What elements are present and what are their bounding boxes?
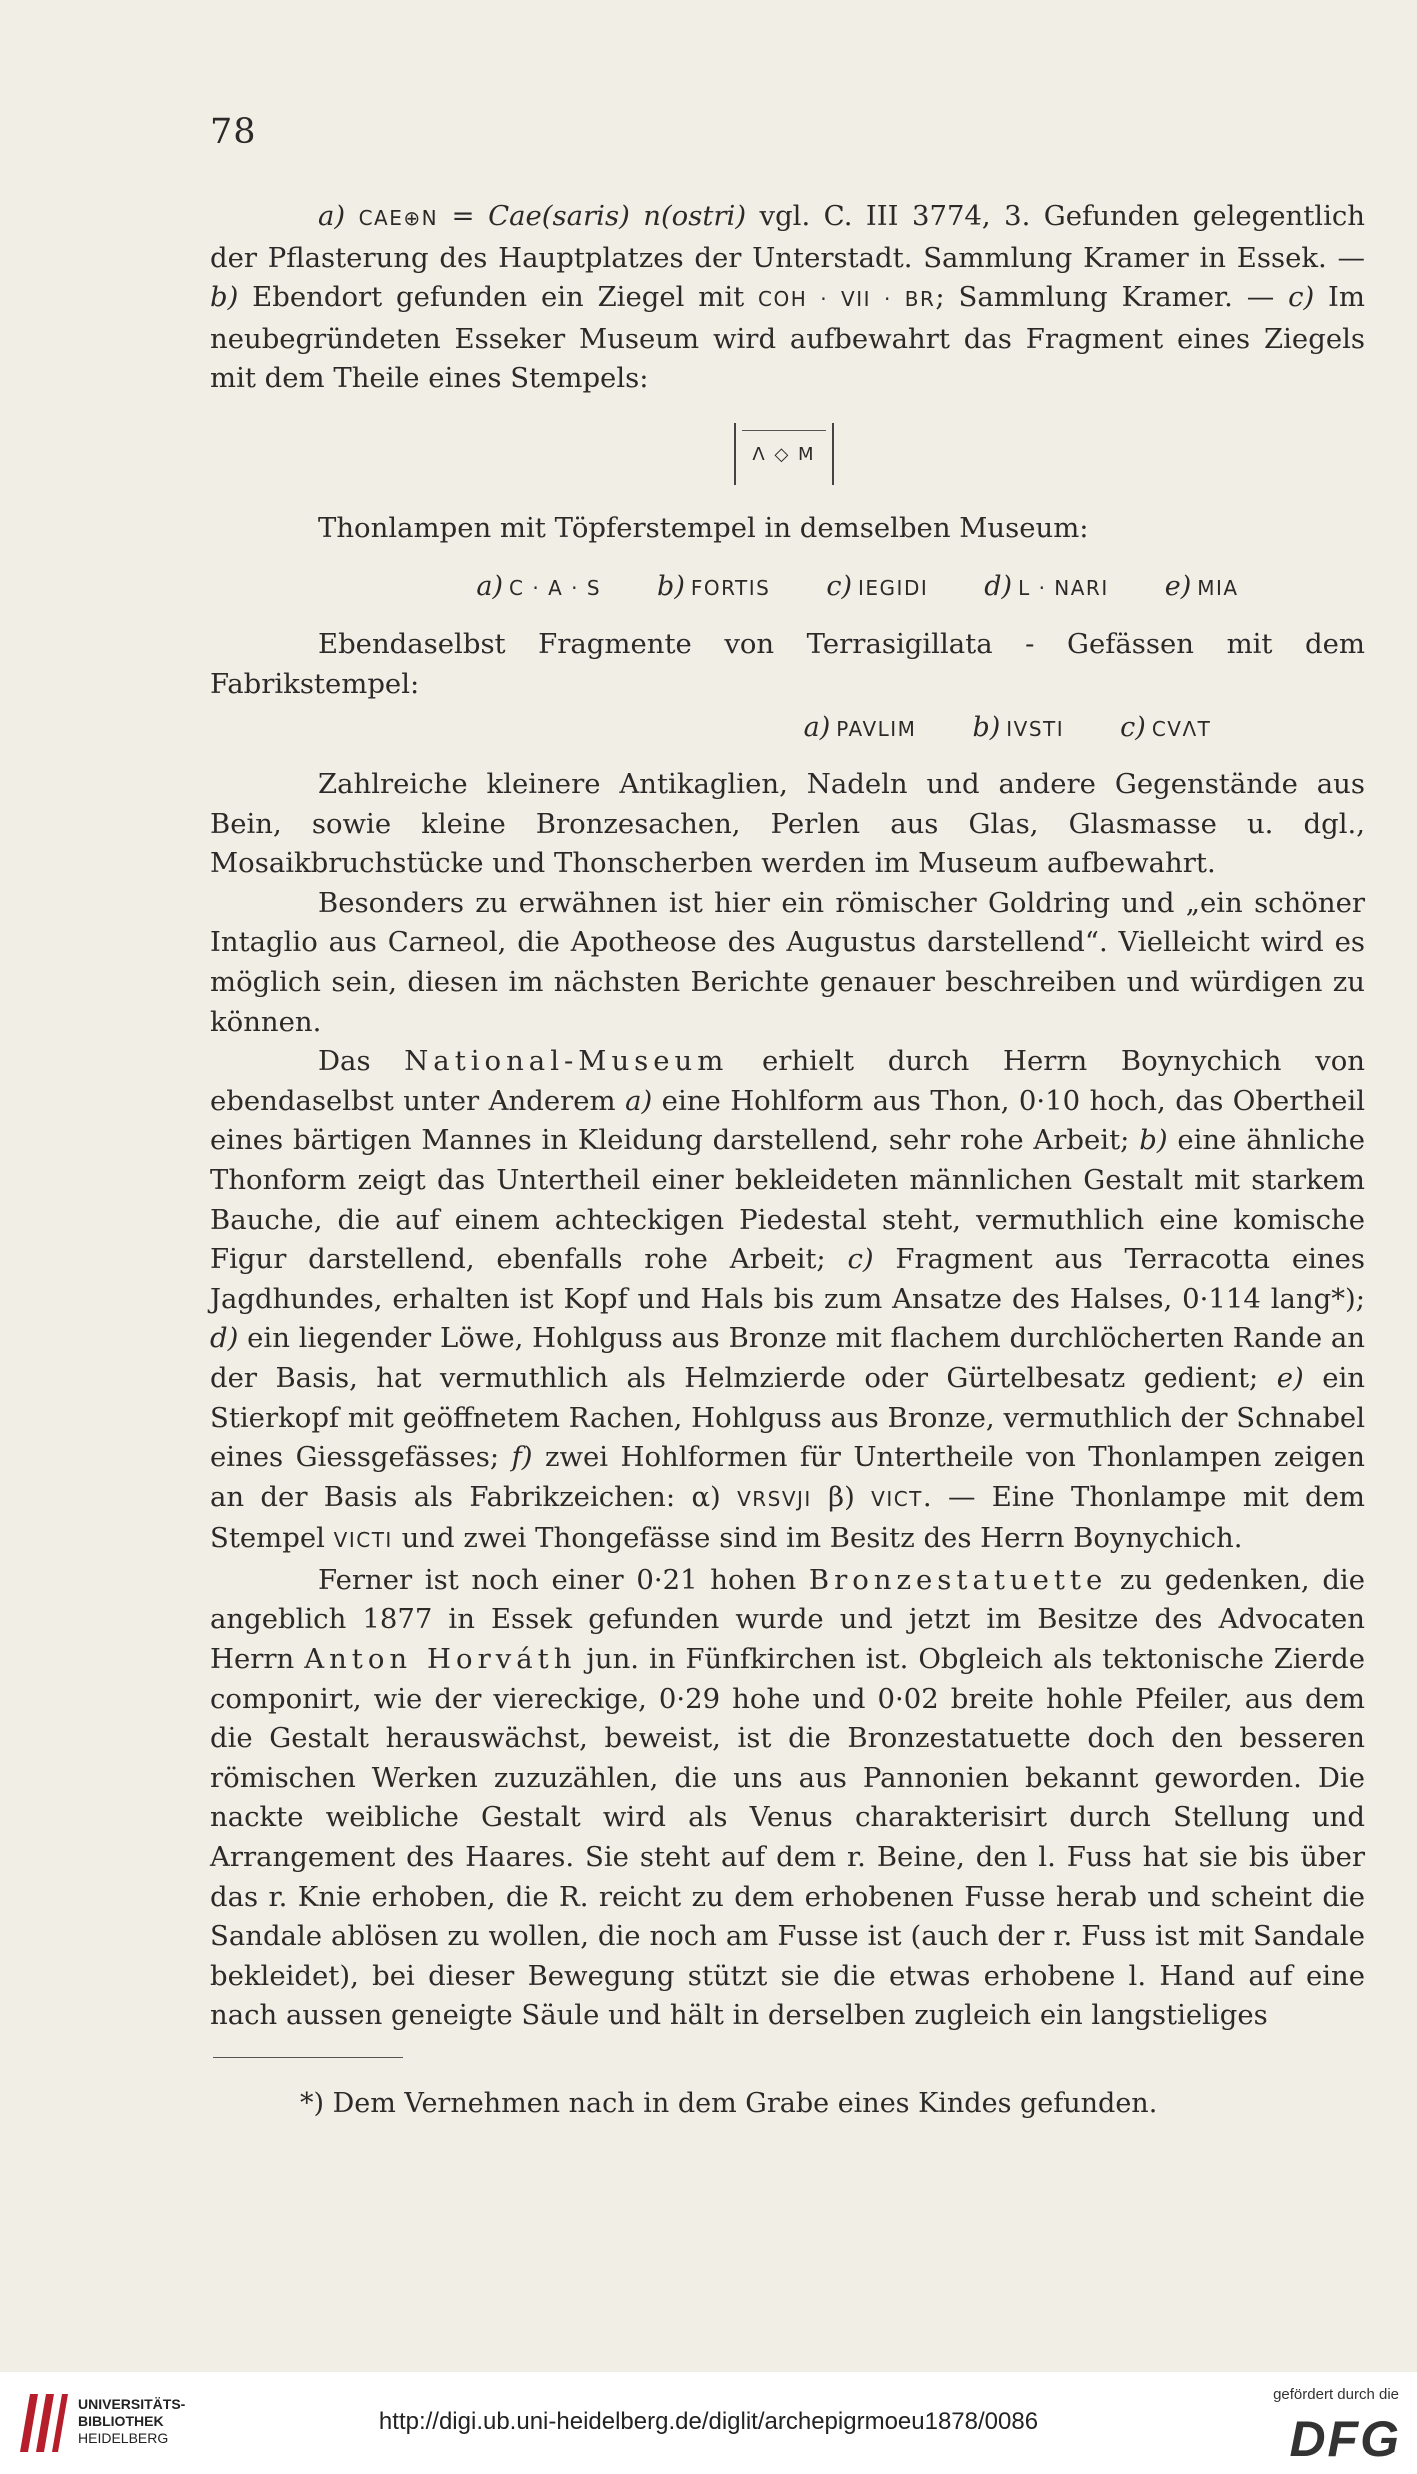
para1-text4: Im neubegründeten Esseker Museum wird aufbewahrt das Fragment eines Ziegels mit dem Theile eines Stempels: (210, 281, 1365, 395)
lamp-stamp-item: a) C · A · S (476, 571, 602, 602)
para-antikaglien: Zahlreiche kleinere Antikaglien, Nadeln und andere Gegenstände aus Bein, sowie kleine Bronzesachen, Perlen aus Glas, Glasmasse u. dgl., Mosaikbruchstücke und Thonscherben werden im Museum aufbewahrt. (210, 768, 1365, 880)
inscription-coh: COH · VII · BR (758, 287, 936, 312)
lamp-stamp-item: d) L · NARI (984, 571, 1109, 602)
para-national-museum: Das National-Museum erhielt durch Herrn Boynychich von ebendaselbst unter Anderem a) eine Hohlform aus Thon, 0·10 hoch, das Obertheil eines bärtigen Mannes in Kleidung darstellend, sehr rohe Arbeit; b) eine ähnliche Thonform zeigt das Untertheil einer bekleideten männlichen Gestalt mit starkem Bauche, die auf einem achteckigen Piedestal steht, vermuthlich eine komische Figur darstellend, ebenfalls rohe Arbeit; c) Fragment aus Terracotta eines Jagdhundes, erhalten ist Kopf und Hals bis zum Ansatze des Halses, 0·114 lang*); d) ein liegender Löwe, Hohlguss aus Bronze mit flachem durchlöcherten Rande an der Basis, hat vermuthlich als Helmzierde oder Gürtelbesatz gedient; e) ein Stierkopf mit geöffnetem Rachen, Hohlguss aus Bronze, vermuthlich der Schnabel eines Giessgefässes; f) zwei Hohlformen für Untertheile von Thonlampen zeigen an der Basis als Fabrikzeichen: α) VRSVJI β) VICT. — Eine Thonlampe mit dem Stempel VICTI und zwei Thongefässe sind im Besitz des Herrn Boynychich. (210, 1045, 1365, 1555)
paragraph-tiles (210, 197, 1365, 399)
para1-text1: vgl. C. III 3774, 3. Gefunden gelegentlich der Pflasterung des Hauptplatzes der Unterstadt. Sammlung Kramer in Essek. — (210, 200, 1365, 274)
inscription-cae: CAE (358, 206, 404, 230)
lamp-stamp-item: e) MIA (1164, 571, 1239, 602)
enum-b: b) (210, 281, 239, 314)
source-url-link[interactable]: http://digi.ub.uni-heidelberg.de/diglit/archepigrmoeu1878/0086 (378, 2408, 1039, 2435)
lamps-intro: Thonlampen mit Töpferstempel in demselben Museum: (318, 512, 1089, 544)
dfg-logo: DFG (1289, 2411, 1401, 2467)
library-name: UNIVERSITÄTS- BIBLIOTHEK HEIDELBERG (78, 2396, 186, 2446)
para-bronzestatuette: Ferner ist noch einer 0·21 hohen Bronzestatuette zu gedenken, die angeblich 1877 in Essek gefunden wurde und jetzt im Besitze des Advocaten Herrn Anton Horváth jun. in Fünfkirchen ist. Obgleich als tektonische Zierde componirt, wie der viereckige, 0·29 hohe und 0·02 breite hohle Pfeiler, aus dem die Gestalt herauswächst, beweist, ist die Bronzestatuette doch den besseren römischen Werken zuzuzählen, die uns aus Pannonien bekannt geworden. Die nackte weibliche Gestalt wird als Venus charakterisirt durch Stellung und Arrangement des Haares. Sie steht auf dem r. Beine, den l. Fuss hat sie bis über das r. Knie erhoben, die R. reicht zu dem erhobenen Fusse herab und scheint die Sandale ablösen zu wollen, die noch am Fusse ist (auch der r. Fuss ist mit Sandale bekleidet), bei dieser Bewegung stützt sie die etwas erhobene l. Hand auf eine nach aussen geneigte Säule und hält in derselben zugleich ein langstieliges (210, 1563, 1365, 2032)
stamp-text: Λ ◇ M (752, 443, 816, 465)
inscription-n: N (421, 206, 439, 230)
lamp-stamp-item: c) IEGIDI (826, 571, 929, 602)
terra-intro-block (210, 625, 1365, 704)
lamps-intro-block (210, 509, 1365, 549)
para1-text3: ; Sammlung Kramer. — (935, 281, 1289, 314)
phi-symbol: ⊕ (403, 206, 422, 230)
terra-intro: Ebendaselbst Fragmente von Terrasigillata - Gefässen mit dem Fabrikstempel: (210, 628, 1365, 700)
stamp-figure (734, 423, 834, 485)
terra-stamp-item: c) CVΛT (1120, 712, 1212, 743)
equals: = (438, 200, 489, 232)
expansion: Cae(saris) n(ostri) (488, 200, 747, 232)
para1-text2: Ebendort gefunden ein Ziegel mit (238, 281, 759, 314)
funding-label: gefördert durch die (1273, 2386, 1399, 2403)
footnote: *) Dem Vernehmen nach in dem Grabe eines Kindes gefunden. (300, 2088, 1158, 2119)
enum-c: c) (1288, 281, 1315, 314)
enum-a: a) (318, 200, 359, 232)
para-goldring: Besonders zu erwähnen ist hier ein römischer Goldring und „ein schöner Intaglio aus Carneol, die Apotheose des Augustus darstellend“. Vielleicht wird es möglich sein, diesen im nächsten Berichte genauer beschreiben und würdigen zu können. (210, 886, 1365, 1038)
page-number: 78 (210, 112, 257, 152)
footer-bar (0, 2372, 1417, 2474)
footnote-divider (213, 2057, 403, 2058)
terra-stamp-item: b) IVSTI (972, 712, 1065, 743)
terra-stamps-list (210, 712, 1417, 743)
lamp-stamps-list (210, 571, 1417, 602)
main-text (210, 765, 1365, 2036)
lamp-stamp-item: b) FORTIS (657, 571, 771, 602)
terra-stamp-item: a) PAVLIM (803, 712, 917, 743)
